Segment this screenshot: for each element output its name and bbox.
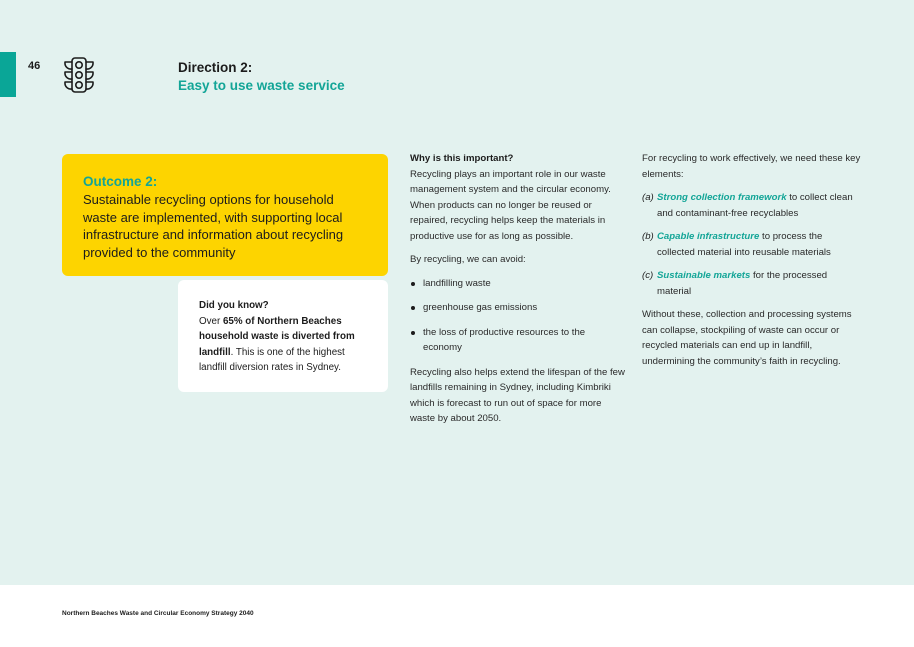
element-emphasis: Strong collection framework (657, 192, 787, 203)
element-label: (a) (642, 192, 654, 203)
traffic-light-icon (60, 56, 98, 94)
page-heading (178, 59, 345, 94)
page-number: 46 (28, 60, 41, 72)
element-text: to process the collected material into reusable materials (657, 231, 831, 258)
element-item-a (642, 190, 862, 221)
outcome-title: Outcome 2: (83, 174, 158, 189)
outcome-text: Sustainable recycling options for household waste are implemented, with supporting local infrastructure and information about recycling provided to the community (83, 192, 344, 260)
did-you-know-text: Over 65% of Northern Beaches household waste is diverted from landfill. This is one of the highest landfill diversion rates in Sydney. (199, 315, 355, 373)
element-item-b (642, 229, 862, 260)
list-item: greenhouse gas emissions (410, 300, 625, 316)
why-paragraph-1: Recycling plays an important role in our waste management system and the circular economy. When products can no longer be reused or repaired, recycling helps keep the materials in productive use for as long as possible. (410, 168, 611, 242)
key-elements-column (642, 151, 862, 377)
why-paragraph-2: By recycling, we can avoid: (410, 254, 526, 265)
did-you-know-title: Did you know? (199, 300, 269, 311)
elements-intro: For recycling to work effectively, we need these key elements: (642, 153, 861, 180)
direction-title: Direction 2: (178, 60, 253, 75)
elements-closing: Without these, collection and processing systems can collapse, stockpiling of waste can occur or recycled materials can end up in landfill, undermining the community’s faith in recycling. (642, 309, 852, 367)
list-item: the loss of productive resources to the economy (410, 325, 625, 356)
did-you-know-box (178, 280, 388, 392)
direction-subtitle: Easy to use waste service (178, 78, 345, 93)
element-label: (c) (642, 270, 654, 281)
list-item: landfilling waste (410, 276, 625, 292)
element-item-c (642, 268, 862, 299)
element-text: to collect clean and contaminant-free recyclables (657, 192, 853, 219)
page-footer: Northern Beaches Waste and Circular Economy Strategy 2040 (62, 610, 254, 617)
accent-bar (0, 52, 16, 97)
why-question: Why is this important? (410, 153, 514, 164)
avoid-list (410, 276, 625, 356)
why-important-column (410, 151, 625, 435)
element-emphasis: Capable infrastructure (657, 231, 760, 242)
why-paragraph-3: Recycling also helps extend the lifespan of the few landfills remaining in Sydney, including Kimbriki which is forecast to run out of space for more waste by about 2050. (410, 366, 625, 424)
element-text: for the processed material (657, 270, 828, 297)
element-emphasis: Sustainable markets (657, 270, 751, 281)
outcome-box (62, 154, 388, 276)
element-label: (b) (642, 231, 654, 242)
